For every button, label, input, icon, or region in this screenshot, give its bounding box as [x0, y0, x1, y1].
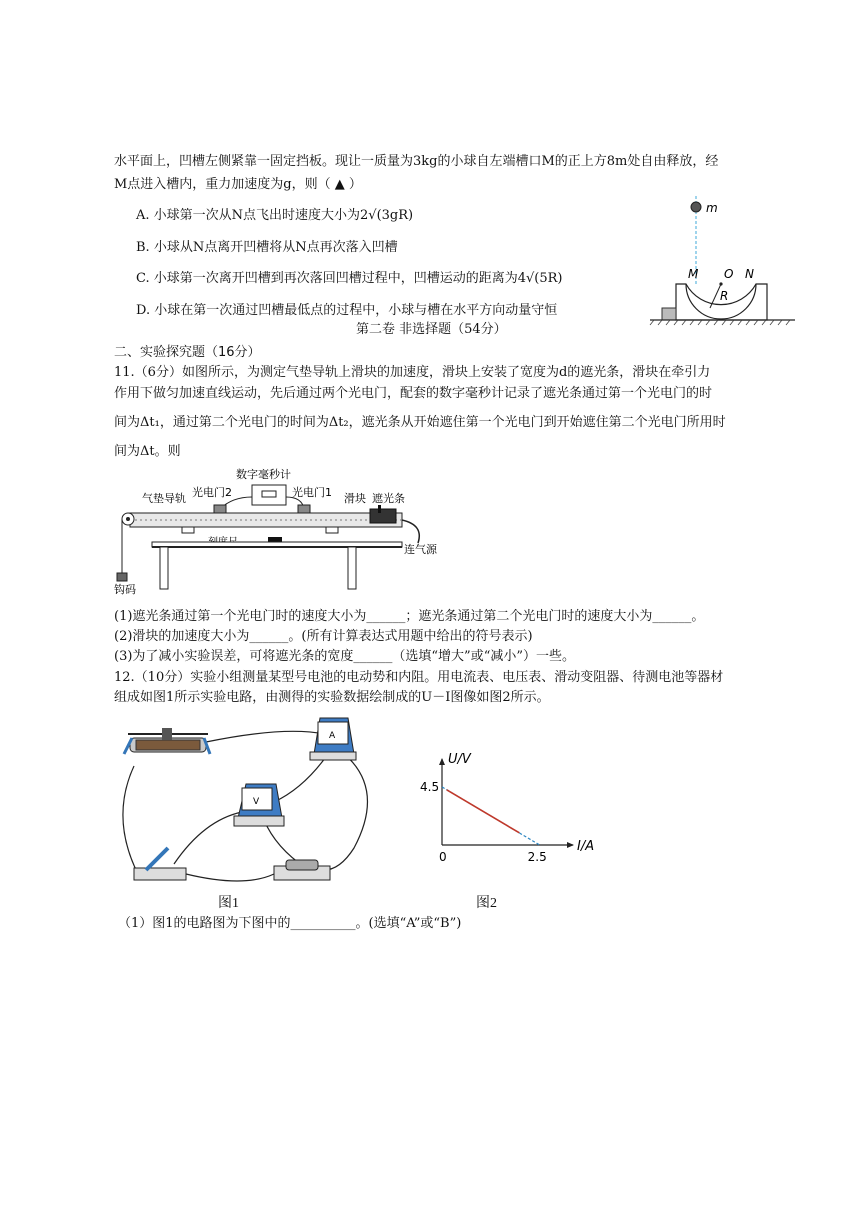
battery-icon — [274, 860, 330, 880]
circuit-figure — [114, 708, 394, 890]
label-gate1: 光电门1 — [292, 486, 332, 499]
q10-option-d: D. 小球在第一次通过凹槽最低点的过程中，小球与槽在水平方向动量守恒 — [136, 303, 558, 318]
switch-icon — [134, 848, 186, 880]
label-track: 气垫导轨 — [142, 492, 186, 505]
slider-block — [370, 509, 396, 523]
q11-sub2: (2)滑块的加速度大小为______。(所有计算表达式用题中给出的符号表示) — [114, 629, 533, 644]
y-tick-label: 4.5 — [420, 779, 440, 794]
q10-line1: 水平面上，凹槽左侧紧靠一固定挡板。现让一质量为3kg的小球自左端槽口M的正上方8m处自由释放，经 — [114, 154, 719, 169]
q12-line1: 12.（10分）实验小组测量某型号电池的电动势和内阻。用电流表、电压表、滑动变阻器、待测电池等器材 — [114, 670, 724, 685]
section2-heading: 二、实验探究题（16分） — [114, 345, 261, 360]
u-i-chart — [412, 752, 595, 867]
y-axis-arrow — [439, 758, 445, 765]
q11-line1: 11.（6分）如图所示，为测定气垫导轨上滑块的加速度，滑块上安装了宽度为d的遮光条，滑块在牵引力 — [114, 365, 711, 380]
label-timer: 数字毫秒计 — [236, 468, 291, 481]
label-M: M — [688, 267, 699, 281]
label-N: N — [745, 267, 754, 281]
label-m: m — [706, 201, 718, 215]
q10-option-a: A. 小球第一次从N点飞出时速度大小为2√(3gR) — [136, 208, 414, 223]
fig2-caption: 图2 — [476, 896, 497, 911]
label-strip: 遮光条 — [372, 492, 405, 505]
q11-sub1: (1)遮光条通过第一个光电门时的速度大小为______；遮光条通过第二个光电门时的速度大小为______。 — [114, 609, 705, 624]
q11-sub3: (3)为了减小实验误差，可将遮光条的宽度______（选填“增大”或“减小”）一些。 — [114, 649, 575, 664]
svg-text:V: V — [253, 797, 260, 807]
q10-line2: M点进入槽内，重力加速度为g，则（ ▲ ） — [114, 177, 362, 192]
measured-line — [447, 790, 520, 833]
ammeter-icon — [310, 718, 356, 760]
x-axis-arrow — [567, 842, 574, 848]
origin-label: 0 — [439, 850, 447, 864]
label-slider: 滑块 — [344, 492, 366, 505]
rheostat-icon — [124, 728, 210, 754]
q11-line2: 作用下做匀加速直线运动，先后通过两个光电门，配套的数字毫秒计记录了遮光条通过第一个光电门的时 — [114, 386, 713, 401]
x-axis-label: I/A — [577, 839, 595, 854]
q11-line3: 间为Δt₁，通过第二个光电门的时间为Δt₂，遮光条从开始遮住第一个光电门到开始遮住第二个光电门所用时 — [114, 415, 726, 430]
label-air: 连气源 — [404, 543, 437, 556]
voltmeter-icon — [234, 784, 284, 826]
q11-line4: 间为Δt。则 — [114, 444, 181, 459]
fig1-caption: 图1 — [218, 896, 239, 911]
fixed-baffle — [662, 308, 676, 320]
part2-title: 第二卷 非选择题（54分） — [356, 322, 507, 337]
label-O: O — [724, 267, 734, 281]
q10-groove-figure — [650, 190, 800, 330]
q10-option-c: C. 小球第一次离开凹槽到再次落回凹槽过程中，凹槽运动的距离为4√(5R) — [136, 271, 563, 286]
y-axis-label: U/V — [448, 752, 471, 767]
ruler-slider — [268, 537, 282, 542]
x-tick-label: 2.5 — [527, 850, 547, 864]
hook-weight — [117, 573, 127, 581]
ball-icon — [691, 202, 701, 212]
label-weight: 钩码 — [114, 583, 136, 596]
svg-text:A: A — [329, 731, 336, 741]
q12-sub1: （1）图1的电路图为下图中的__________。(选填“A”或“B”) — [118, 916, 462, 931]
label-R: R — [720, 289, 729, 303]
q10-option-b: B. 小球从N点离开凹槽将从N点再次落入凹槽 — [136, 240, 398, 255]
air-track-figure — [112, 465, 452, 595]
label-gate2: 光电门2 — [192, 486, 232, 499]
q12-line2: 组成如图1所示实验电路，由测得的实验数据绘制成的U－I图像如图2所示。 — [114, 690, 550, 705]
